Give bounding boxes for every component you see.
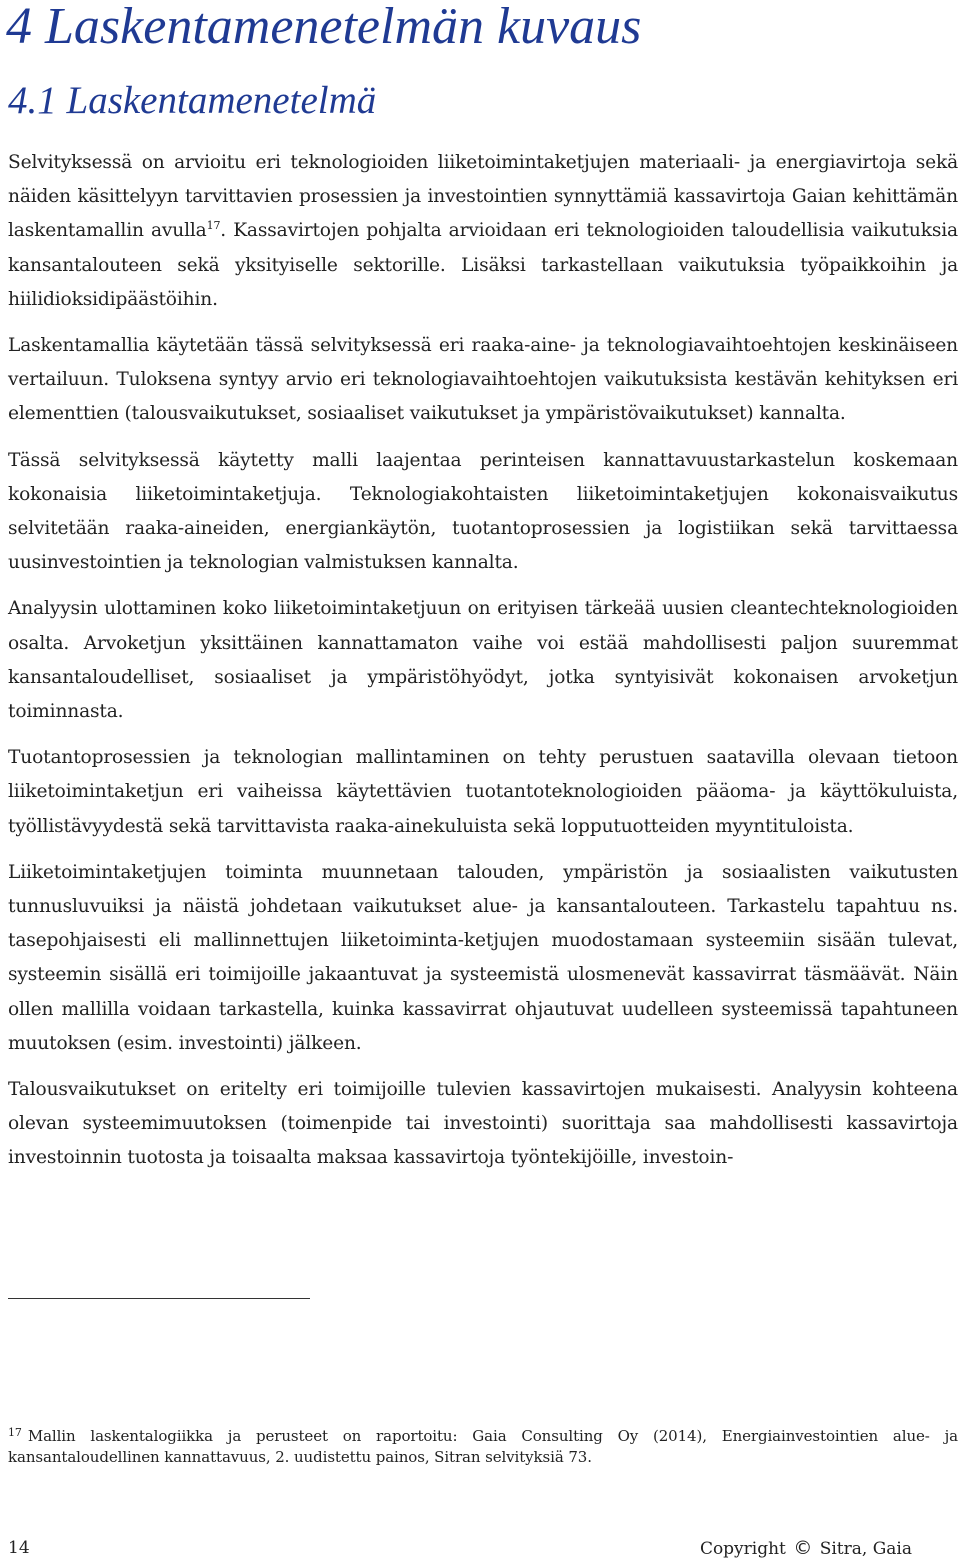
footnote-reference[interactable]: 17 [206,219,221,233]
paragraph-3: Tässä selvityksessä käytetty malli laajentaa perinteisen kannattavuustarkastelun koskemaan kokonaisia liiketoimintaketjuja. Teknologiakohtaisten liiketoimintaketjujen kokonaisvaikutus selvitetään raaka-aineiden, energiankäytön, tuotantoprosessien ja logistiikan sekä tarvittaessa uusinvestointien ja teknologian valmistuksen kannalta. [8,449,958,574]
footnote-text: Mallin laskentalogiikka ja perusteet on raportoitu: Gaia Consulting Oy (2014), Energiainvestointien alue- ja kansantaloudellinen kannattavuus, 2. uudistettu painos, Sitran selvityksiä 73. [8,1427,958,1466]
footnote [8,1426,958,1468]
page-number: 14 [8,1538,30,1558]
paragraph-7: Talousvaikutukset on eritelty eri toimijoille tulevien kassavirtojen mukaisesti. Analyysin kohteena olevan systeemimuutoksen (toimenpide tai investointi) suorittaja saa mahdollisesti kassavirtoja investoinnin tuotosta ja toisaalta maksaa kassavirtoja työntekijöille, investoin- [8,1079,958,1169]
paragraph-4: Analyysin ulottaminen koko liiketoimintaketjuun on erityisen tärkeää uusien cleantechteknologioiden osalta. Arvoketjun yksittäinen kannattamaton vaihe voi estää mahdollisesti paljon suuremmat kansantaloudelliset, sosiaaliset ja ympäristöhyödyt, jotka syntyisivät kokonaisen arvoketjun toiminnasta. [8,598,958,723]
copyright-label: Copyright [699,1539,786,1559]
copyright-holders: Sitra, Gaia [819,1539,912,1559]
paragraph-1-end: . Kassavirtojen pohjalta arvioidaan eri teknologioiden taloudellisia vaikutuksia kansantalouteen sekä yksityiselle sektorille. Lisäksi tarkastellaan vaikutuksia työpaikkoihin ja hiilidioksidipäästöihin. [8,220,958,310]
body-text [8,146,958,1188]
footnote-divider [8,1298,310,1299]
footer-copyright [700,1537,912,1560]
section-heading: 4.1 Laskentamenetelmä [8,79,377,122]
paragraph-6: Liiketoimintaketjujen toiminta muunnetaan talouden, ympäristön ja sosiaalisten vaikutusten tunnusluvuiksi ja näistä johdetaan vaikutukset alue- ja kansantalouteen. Tarkastelu tapahtuu ns. tasepohjaisesti eli mallinnettujen liiketoiminta-ketjujen muodostamaan systeemiin sisään tulevat, systeemin sisällä eri toimijoille jakaantuvat ja systeemistä ulosmenevät kassavirrat täsmäävät. Näin ollen mallilla voidaan tarkastella, kuinka kassavirrat ohjautuvat uudelleen systeemissä tapahtuneen muutoksen (esim. investointi) jälkeen. [8,861,958,1054]
copyright-icon: © [793,1537,813,1559]
footnote-number: 17 [8,1426,22,1439]
paragraph-5: Tuotantoprosessien ja teknologian mallintaminen on tehty perustuen saatavilla olevaan tietoon liiketoimintaketjun eri vaiheissa käytettävien tuotantoteknologioiden pääoma- ja käyttökuluista, työllistävyydestä sekä tarvittavista raaka-ainekuluista sekä lopputuotteiden myyntituloista. [8,747,958,837]
paragraph-1 [8,146,958,317]
paragraph-1-start: Selvityksessä on arvioitu eri teknologioiden liiketoimintaketjujen materiaali- ja energiavirtoja sekä näiden käsittelyyn tarvittavien prosessien ja investointien synnyttämiä kassavirtoja Gaian kehittämän laskentamallin avulla [8,152,958,242]
paragraph-2: Laskentamallia käytetään tässä selvityksessä eri raaka-aine- ja teknologiavaihtoehtojen keskinäiseen vertailuun. Tuloksena syntyy arvio eri teknologiavaihtoehtojen vaikutuksista kestävän kehityksen eri elementtien (talousvaikutukset, sosiaaliset vaikutukset ja ympäristövaikutukset) kannalta. [8,335,958,425]
chapter-heading: 4 Laskentamenetelmän kuvaus [6,0,642,55]
